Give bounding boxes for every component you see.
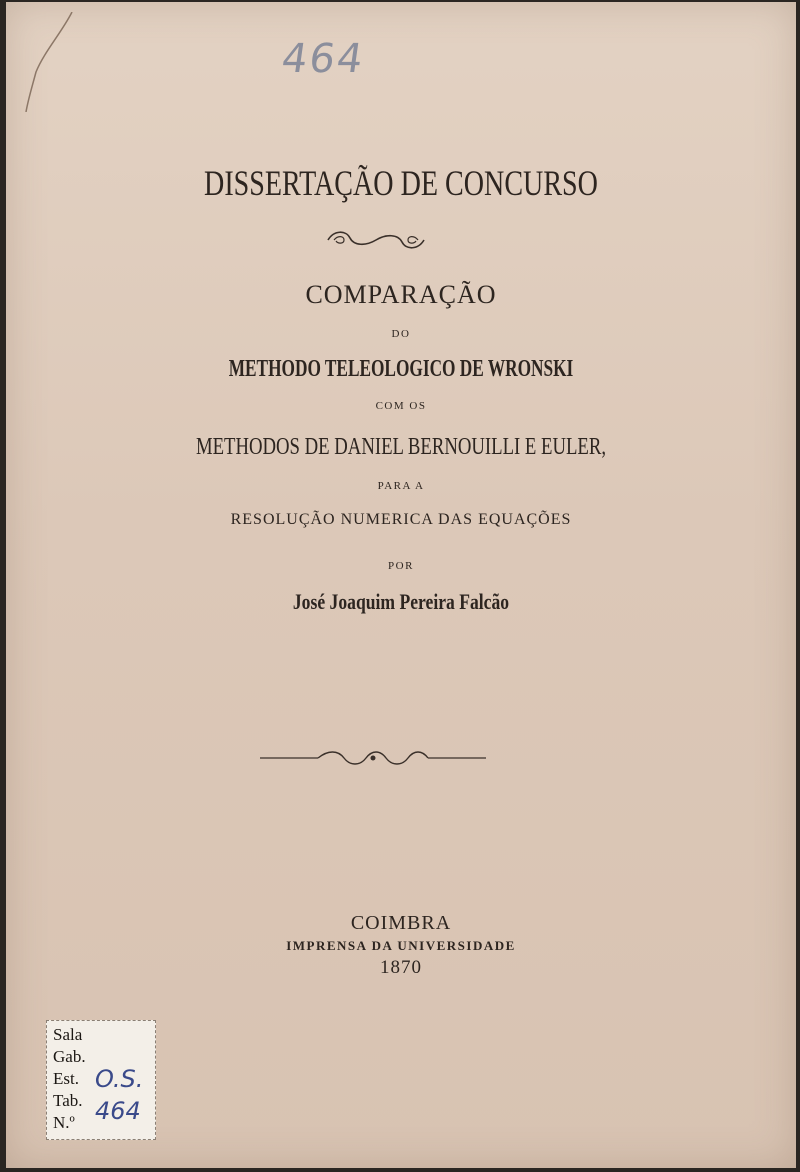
- line-method: METHODO TELEOLOGICO DE WRONSKI: [228, 356, 574, 382]
- line-do: DO: [391, 328, 411, 340]
- label-sala: Sala: [53, 1025, 83, 1044]
- torn-corner: [14, 12, 84, 112]
- label-est-value: O.S.: [95, 1065, 144, 1093]
- line-por: POR: [388, 560, 414, 572]
- imprint-city: COIMBRA: [350, 912, 452, 934]
- label-tab: Tab.: [53, 1091, 83, 1110]
- label-gab: Gab.: [53, 1047, 86, 1066]
- shelf-label: [46, 1020, 156, 1140]
- handwritten-catalog-number: 464: [278, 36, 368, 82]
- line-com-os: COM OS: [375, 400, 427, 412]
- subtitle: COMPARAÇÃO: [305, 280, 497, 309]
- page-title: DISSERTAÇÃO DE CONCURSO: [204, 163, 598, 203]
- imprint-year: 1870: [380, 957, 422, 978]
- line-para-a: PARA A: [377, 480, 425, 492]
- label-est: Est.: [53, 1069, 79, 1088]
- author-name: José Joaquim Pereira Falcão: [292, 589, 510, 614]
- label-no: N.º: [53, 1113, 75, 1132]
- ornament-scroll-top: [324, 228, 428, 252]
- title-page: [6, 2, 796, 1168]
- line-resolucao: RESOLUÇÃO NUMERICA DAS EQUAÇÕES: [230, 511, 572, 528]
- imprint-press: IMPRENSA DA UNIVERSIDADE: [286, 938, 516, 953]
- ornament-rule: [258, 748, 488, 768]
- line-methods: METHODOS DE DANIEL BERNOUILLI E EULER,: [195, 434, 607, 460]
- label-tab-value: 464: [95, 1097, 141, 1125]
